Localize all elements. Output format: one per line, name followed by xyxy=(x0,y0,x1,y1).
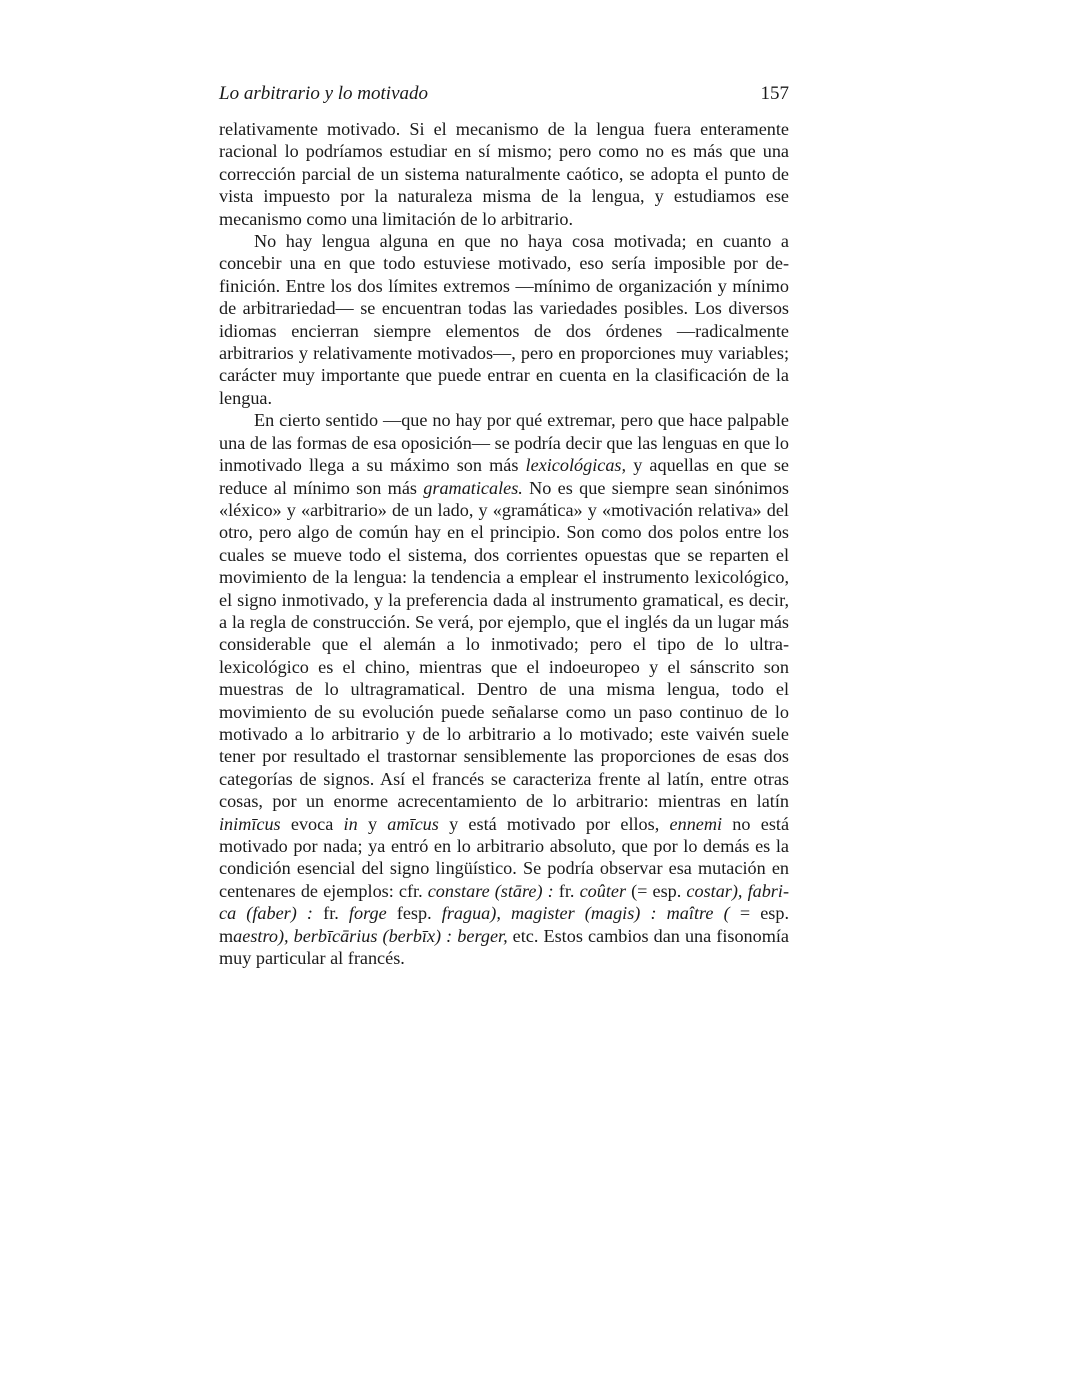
paragraph xyxy=(219,230,789,409)
italic-term: coûter xyxy=(579,880,627,901)
italic-term: costar), fabrica (faber) : xyxy=(219,880,789,924)
text-run: fr. xyxy=(553,880,580,901)
italic-term: aestro), berbīcārius (berbīx) : berger, xyxy=(233,925,508,946)
paragraph xyxy=(219,409,789,969)
text-run: y xyxy=(357,813,388,834)
italic-term: gramaticales. xyxy=(423,477,523,498)
text-run: = esp. m xyxy=(219,903,789,946)
text-run: fr. xyxy=(313,903,349,924)
italic-term: forge xyxy=(348,903,387,924)
text-run: y está motivado por ellos, xyxy=(438,813,670,834)
running-head xyxy=(219,80,789,108)
italic-term: fragua), magister (magis) : maître ( xyxy=(441,903,730,924)
text-run: evoca xyxy=(280,813,344,834)
italic-term: constare (stāre) : xyxy=(427,880,554,901)
text-run: y aquellas en que se reduce al mínimo son más xyxy=(219,455,789,498)
body-text xyxy=(219,118,789,969)
text-run: No es que siempre sean sinónimos «léxico» y «arbitrario» de un lado, y «gramática» y «motivación relativa» del otro, pero algo de común hay en el principio. Son como dos polos entre los cuales se mueve todo el sistema, dos corrientes opuestas que se reparten el movimiento de la lengua: la tendencia a emplear el instrumento lexicológico, el signo inmotivado, y la preferencia dada al instrumento gramatical, es decir, a la regla de construcción. Se verá, por ejemplo, que el inglés da un lugar más considerable que el alemán a lo inmotivado; pero el tipo de lo ultra-lexicológico es el chino, mientras que el indoeuropeo y el sánscrito son muestras de lo ultragramatical. Dentro de una misma lengua, todo el movimiento de su evolución puede señalarse como un paso continuo de lo motivado a lo arbitrario y de lo arbitrario a lo motivado; este vaivén suele tener por resultado el trastornar sensiblemente las proporciones de esas dos categorías de signos. Así el francés se caracteriza frente al latín, entre otras cosas, por un enorme acrecentamiento de lo arbitrario: mientras en latín xyxy=(219,477,789,812)
text-run: No hay lengua alguna en que no haya cosa motivada; en cuanto a concebir una en que todo estuviese motivado, eso sería imposible por definición. Entre los dos límites extremos —mínimo de organización y mínimo de arbitrariedad— se encuentran todas las variedades posibles. Los diversos idiomas encierran siempre elementos de dos órdenes —radicalmente arbitrarios y relativamente motivados—, pero en proporciones muy variables; carácter muy importante que puede entrar en cuenta en la clasificación de la lengua. xyxy=(219,231,789,408)
book-page xyxy=(219,80,789,969)
italic-term: in xyxy=(343,813,358,834)
text-run: fesp. xyxy=(386,903,442,924)
paragraph xyxy=(219,118,789,230)
running-title: Lo arbitrario y lo motivado xyxy=(219,83,429,104)
text-run: relativamente motivado. Si el mecanismo de la lengua fuera enteramente racional lo podríamos estudiar en sí mismo; pero como no es más que una corrección parcial de un sistema naturalmente caótico, se adopta el punto de vista impuesto por la naturaleza misma de la lengua, y estudiamos ese mecanismo como una limitación de lo arbitrario. xyxy=(219,119,789,229)
italic-term: inimīcus xyxy=(219,813,281,834)
text-run: En cierto sentido —que no hay por qué extremar, pero que hace palpable una de las formas de esa oposición— se podría decir que las lenguas en que lo inmotivado llega a su máximo son más xyxy=(219,410,789,476)
italic-term: amīcus xyxy=(387,813,439,834)
italic-term: lexicológicas, xyxy=(525,455,627,476)
text-run: etc. Estos cambios dan una fisonomía muy particular al francés. xyxy=(219,925,790,969)
text-run: (= esp. xyxy=(626,880,687,901)
italic-term: ennemi xyxy=(669,813,723,834)
page-number: 157 xyxy=(760,83,789,104)
text-run: no está motivado por nada; ya entró en lo arbitrario absoluto, que por lo demás es la condición esencial del signo lingüístico. Se podría observar esa mutación en centenares de ejemplos: cfr. xyxy=(219,813,790,901)
